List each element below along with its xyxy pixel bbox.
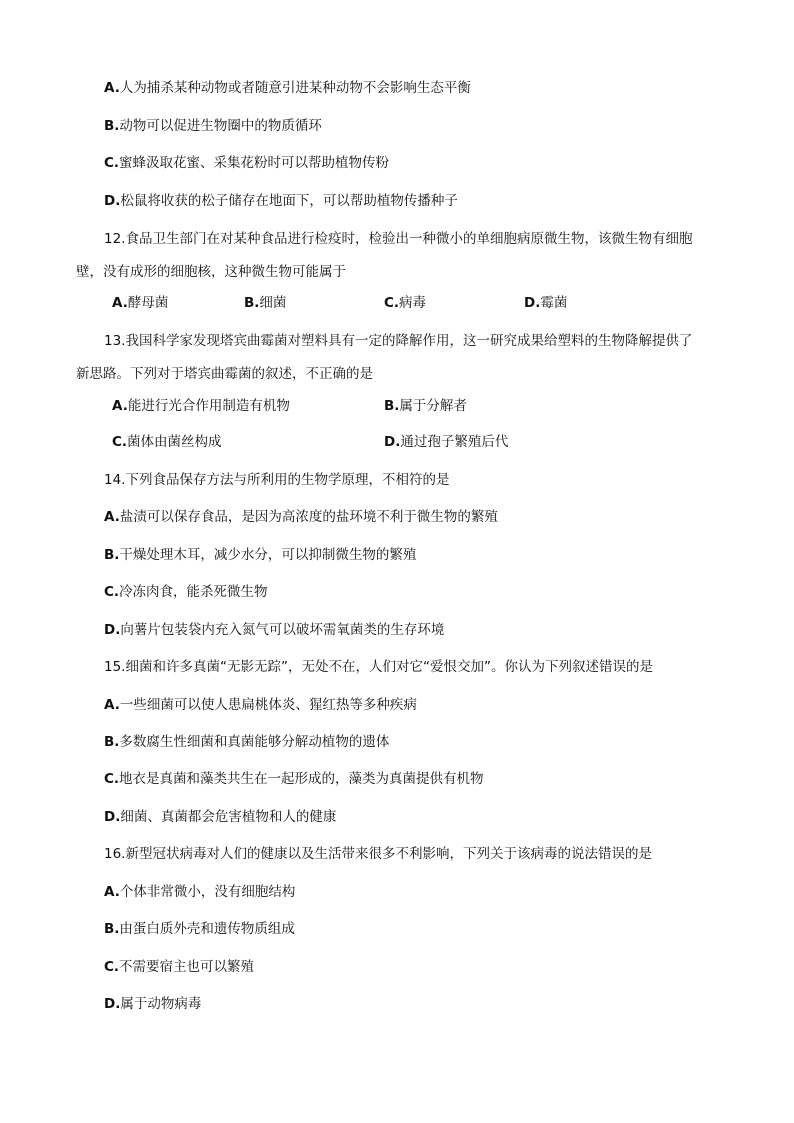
option-label: C. xyxy=(112,434,128,450)
option-text: 属于分解者 xyxy=(399,398,467,414)
option-label: D. xyxy=(104,809,121,825)
q12-stem-line1: 12.食品卫生部门在对某种食品进行检疫时，检验出一种微小的单细胞病原微生物，该微生物有细胞 xyxy=(104,231,693,247)
option-label: A. xyxy=(104,509,120,525)
option-text: 向薯片包装袋内充入氮气可以破坏需氧菌类的生存环境 xyxy=(120,622,445,638)
option-text: 盐渍可以保存食品，是因为高浓度的盐环境不利于微生物的繁殖 xyxy=(119,509,498,525)
q13-option-d xyxy=(384,433,508,451)
option-text: 细菌 xyxy=(259,295,287,311)
q15-option-a xyxy=(104,696,417,714)
q13-stem-line2: 新思路。下列对于塔宾曲霉菌的叙述，不正确的是 xyxy=(76,366,373,382)
option-label: D. xyxy=(384,434,401,450)
option-text: 干燥处理木耳，减少水分，可以抑制微生物的繁殖 xyxy=(119,547,417,563)
option-label: D. xyxy=(524,295,541,311)
option-text: 冷冻肉食，能杀死微生物 xyxy=(119,584,268,600)
q15-option-c xyxy=(104,770,484,788)
q14-option-b xyxy=(104,546,416,564)
option-text: 病毒 xyxy=(399,295,427,311)
option-label: D. xyxy=(104,996,121,1012)
q13-option-b xyxy=(384,397,467,415)
option-text: 能进行光合作用制造有机物 xyxy=(127,398,290,414)
option-label: C. xyxy=(384,295,400,311)
option-text: 蜜蜂汲取花蜜、采集花粉时可以帮助植物传粉 xyxy=(119,155,390,171)
q16-option-a xyxy=(104,883,295,901)
option-text: 地衣是真菌和藻类共生在一起形成的，藻类为真菌提供有机物 xyxy=(119,771,484,787)
option-label: B. xyxy=(244,295,260,311)
option-label: A. xyxy=(104,697,120,713)
q12-option-d xyxy=(524,294,567,312)
q11-option-c xyxy=(104,154,389,172)
option-label: B. xyxy=(104,734,120,750)
q16-option-b xyxy=(104,920,295,938)
option-text: 动物可以促进生物圈中的物质循环 xyxy=(119,118,322,134)
option-label: A. xyxy=(104,884,120,900)
q14-option-a xyxy=(104,508,498,526)
option-label: A. xyxy=(112,295,128,311)
q16-option-c xyxy=(104,958,254,976)
option-text: 细菌、真菌都会危害植物和人的健康 xyxy=(120,809,337,825)
q14-option-c xyxy=(104,583,268,601)
option-text: 由蛋白质外壳和遗传物质组成 xyxy=(119,921,295,937)
option-text: 菌体由菌丝构成 xyxy=(127,434,222,450)
option-label: C. xyxy=(104,959,120,975)
option-label: B. xyxy=(104,547,120,563)
q13-option-c xyxy=(112,433,222,451)
option-label: C. xyxy=(104,584,120,600)
option-label: D. xyxy=(104,622,121,638)
q15-stem: 15.细菌和许多真菌“无影无踪”，无处不在，人们对它“爱恨交加”。你认为下列叙述错误的是 xyxy=(104,659,653,675)
option-label: B. xyxy=(104,118,120,134)
q12-option-a xyxy=(112,294,168,312)
q16-option-d xyxy=(104,995,201,1013)
option-text: 酵母菌 xyxy=(127,295,169,311)
option-label: A. xyxy=(112,398,128,414)
option-label: B. xyxy=(384,398,400,414)
q15-option-d xyxy=(104,808,336,826)
option-text: 属于动物病毒 xyxy=(120,996,202,1012)
q11-option-a xyxy=(104,79,471,97)
q11-option-d xyxy=(104,192,458,210)
q12-stem-line2: 壁，没有成形的细胞核，这种微生物可能属于 xyxy=(76,264,346,280)
option-text: 一些细菌可以使人患扁桃体炎、猩红热等多种疾病 xyxy=(119,697,417,713)
option-text: 人为捕杀某种动物或者随意引进某种动物不会影响生态平衡 xyxy=(119,80,471,96)
option-text: 不需要宿主也可以繁殖 xyxy=(119,959,255,975)
option-text: 通过孢子繁殖后代 xyxy=(400,434,509,450)
option-text: 霉菌 xyxy=(540,295,568,311)
option-label: B. xyxy=(104,921,120,937)
option-label: D. xyxy=(104,193,121,209)
q14-stem: 14.下列食品保存方法与所利用的生物学原理，不相符的是 xyxy=(104,472,450,488)
q14-option-d xyxy=(104,621,444,639)
q16-stem: 16.新型冠状病毒对人们的健康以及生活带来很多不利影响，下列关于该病毒的说法错误的是 xyxy=(104,846,652,862)
q13-stem-line1: 13.我国科学家发现塔宾曲霉菌对塑料具有一定的降解作用，这一研究成果给塑料的生物降解提供了 xyxy=(104,333,693,349)
option-label: A. xyxy=(104,80,120,96)
q13-option-a xyxy=(112,397,290,415)
q11-option-b xyxy=(104,117,322,135)
option-label: C. xyxy=(104,771,120,787)
option-text: 多数腐生性细菌和真菌能够分解动植物的遗体 xyxy=(119,734,390,750)
option-text: 个体非常微小，没有细胞结构 xyxy=(119,884,296,900)
q12-option-b xyxy=(244,294,286,312)
q15-option-b xyxy=(104,733,389,751)
option-text: 松鼠将收获的松子储存在地面下，可以帮助植物传播种子 xyxy=(120,193,458,209)
option-label: C. xyxy=(104,155,120,171)
q12-option-c xyxy=(384,294,426,312)
